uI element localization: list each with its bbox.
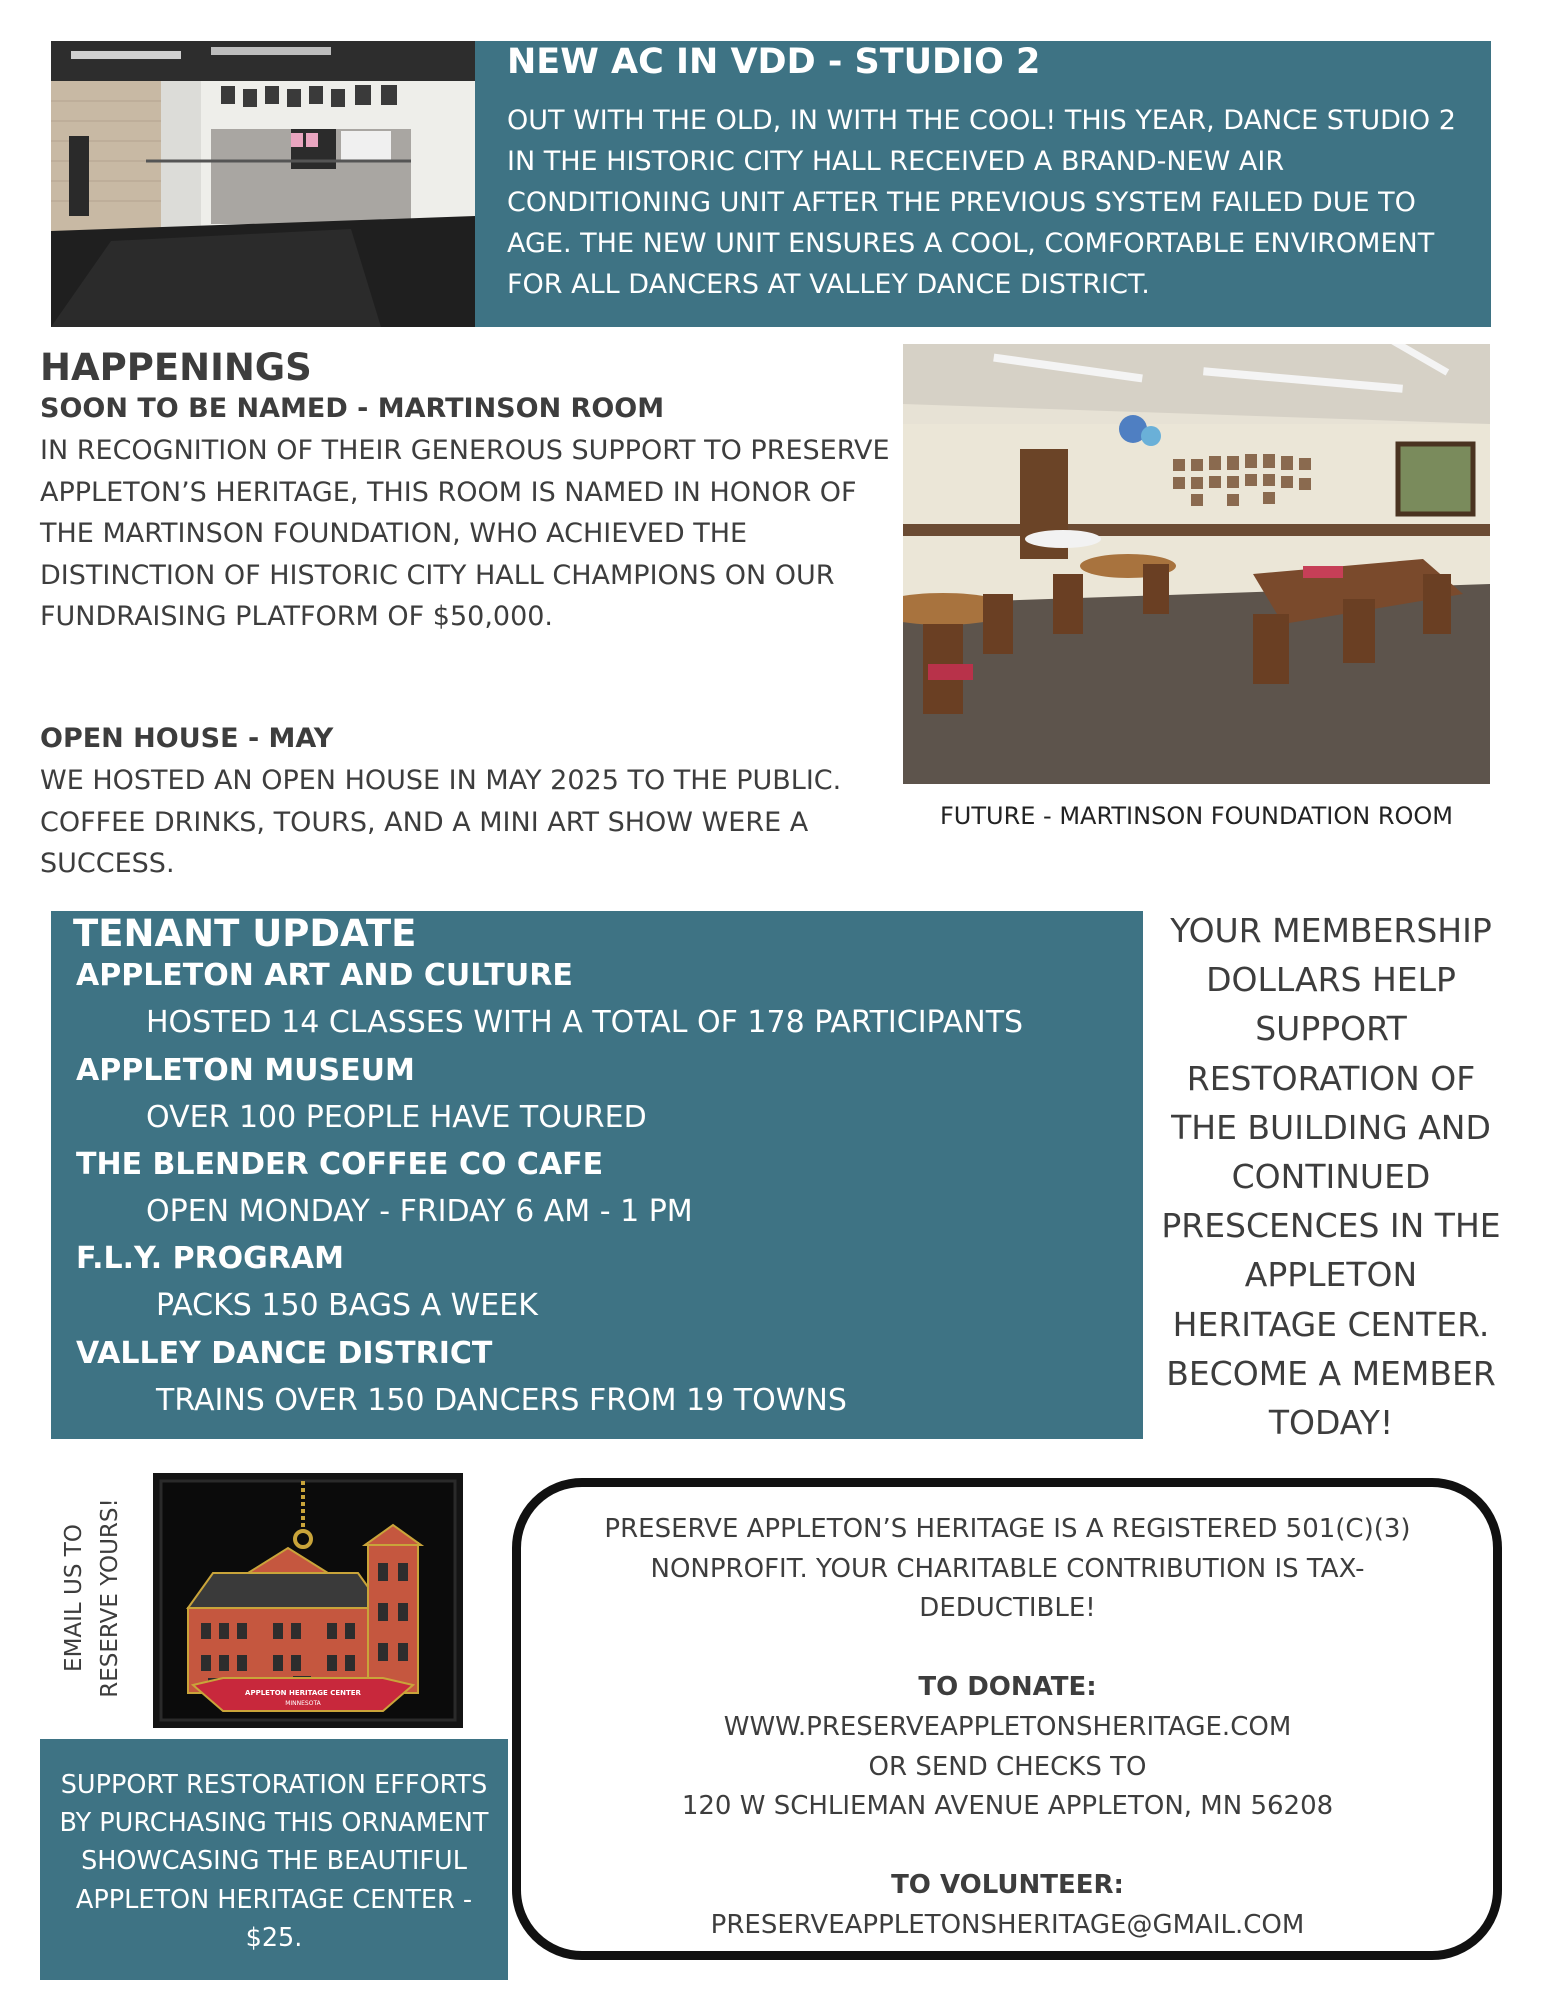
ornament-description: SUPPORT RESTORATION EFFORTS BY PURCHASING THIS ORNAMENT SHOWCASING THE BEAUTIFUL APPLETON HERITAGE CENTER - $25. [59, 1770, 489, 1953]
membership-line: RESTORATION OF [1186, 1058, 1476, 1098]
ornament-photo [153, 1473, 463, 1728]
membership-line: BECOME A MEMBER [1166, 1353, 1496, 1393]
martinson-room-photo [903, 344, 1490, 784]
open-house-heading: OPEN HOUSE - MAY [40, 723, 334, 754]
tenant-update-title: TENANT UPDATE [73, 912, 417, 955]
membership-line: CONTINUED [1231, 1157, 1431, 1197]
martinson-room-body: IN RECOGNITION OF THEIR GENEROUS SUPPORT TO PRESERVE APPLETON’S HERITAGE, THIS ROOM IS NAMED IN HONOR OF THE MARTINSON FOUNDATION, WHO ACHIEVED THE DISTINCTION OF HISTORIC CITY HALL CHAMPIONS ON OUR FUNDRAISING PLATFORM OF $50,000. [40, 435, 890, 632]
donate-heading: TO DONATE: [918, 1672, 1097, 1703]
tenant-name: THE BLENDER COFFEE CO CAFE [76, 1147, 604, 1182]
tenant-name: VALLEY DANCE DISTRICT [76, 1336, 493, 1371]
ac-title: NEW AC IN VDD - STUDIO 2 [507, 42, 1041, 82]
nonprofit-line: PRESERVE APPLETON’S HERITAGE IS A REGISTERED 501(C)(3) [604, 1514, 1411, 1544]
email-to-reserve [52, 1478, 132, 1718]
membership-line: PRESCENCES IN THE [1161, 1206, 1501, 1246]
tenant-detail: PACKS 150 BAGS A WEEK [156, 1288, 538, 1323]
open-house-body: WE HOSTED AN OPEN HOUSE IN MAY 2025 TO THE PUBLIC. COFFEE DRINKS, TOURS, AND A MINI ART SHOW WERE A SUCCESS. [40, 765, 842, 879]
ac-body: OUT WITH THE OLD, IN WITH THE COOL! THIS YEAR, DANCE STUDIO 2 IN THE HISTORIC CITY HALL RECEIVED A BRAND-NEW AIR CONDITIONING UNIT AFTER THE PREVIOUS SYSTEM FAILED DUE TO AGE. THE NEW UNIT ENSURES A COOL, COMFORTABLE ENVIROMENT FOR ALL DANCERS AT VALLEY DANCE DISTRICT. [507, 105, 1456, 300]
nonprofit-line: NONPROFIT. YOUR CHARITABLE CONTRIBUTION IS TAX- [650, 1553, 1365, 1584]
donate-text [540, 1510, 1475, 1946]
happenings-title: HAPPENINGS [40, 346, 312, 389]
ornament-banner-text: APPLETON HERITAGE CENTER [245, 1689, 361, 1697]
nonprofit-line: DEDUCTIBLE! [919, 1593, 1096, 1624]
membership-line: DOLLARS HELP [1206, 960, 1456, 1000]
email-line: EMAIL US TO [61, 1524, 87, 1672]
tenant-name: APPLETON MUSEUM [76, 1053, 415, 1088]
martinson-room-heading: SOON TO BE NAMED - MARTINSON ROOM [40, 393, 665, 424]
membership-line: SUPPORT [1255, 1009, 1407, 1049]
checks-line: OR SEND CHECKS TO [868, 1751, 1147, 1782]
room-photo-caption: FUTURE - MARTINSON FOUNDATION ROOM [939, 802, 1453, 830]
mailing-address: 120 W SCHLIEMAN AVENUE APPLETON, MN 56208 [681, 1791, 1334, 1822]
membership-line: TODAY! [1268, 1403, 1394, 1443]
membership-line: THE BUILDING AND [1171, 1107, 1491, 1147]
tenant-detail: HOSTED 14 CLASSES WITH A TOTAL OF 178 PARTICIPANTS [146, 1005, 1024, 1040]
website-link[interactable]: WWW.PRESERVEAPPLETONSHERITAGE.COM [723, 1711, 1292, 1742]
tenant-detail: OPEN MONDAY - FRIDAY 6 AM - 1 PM [146, 1194, 693, 1229]
email-link[interactable]: PRESERVEAPPLETONSHERITAGE@GMAIL.COM [710, 1909, 1305, 1940]
tenant-name: F.L.Y. PROGRAM [76, 1241, 344, 1276]
membership-text [1143, 906, 1519, 1447]
dance-studio-photo [51, 41, 475, 327]
tenant-name: APPLETON ART AND CULTURE [76, 958, 573, 993]
tenant-detail: TRAINS OVER 150 DANCERS FROM 19 TOWNS [156, 1383, 847, 1418]
email-line: RESERVE YOURS! [97, 1498, 123, 1698]
membership-line: APPLETON [1244, 1255, 1418, 1295]
membership-line: YOUR MEMBERSHIP [1170, 911, 1492, 950]
ornament-banner-subtext: MINNESOTA [285, 1700, 321, 1707]
tenant-detail: OVER 100 PEOPLE HAVE TOURED [146, 1100, 647, 1135]
volunteer-heading: TO VOLUNTEER: [891, 1870, 1124, 1901]
membership-line: HERITAGE CENTER. [1172, 1304, 1490, 1344]
